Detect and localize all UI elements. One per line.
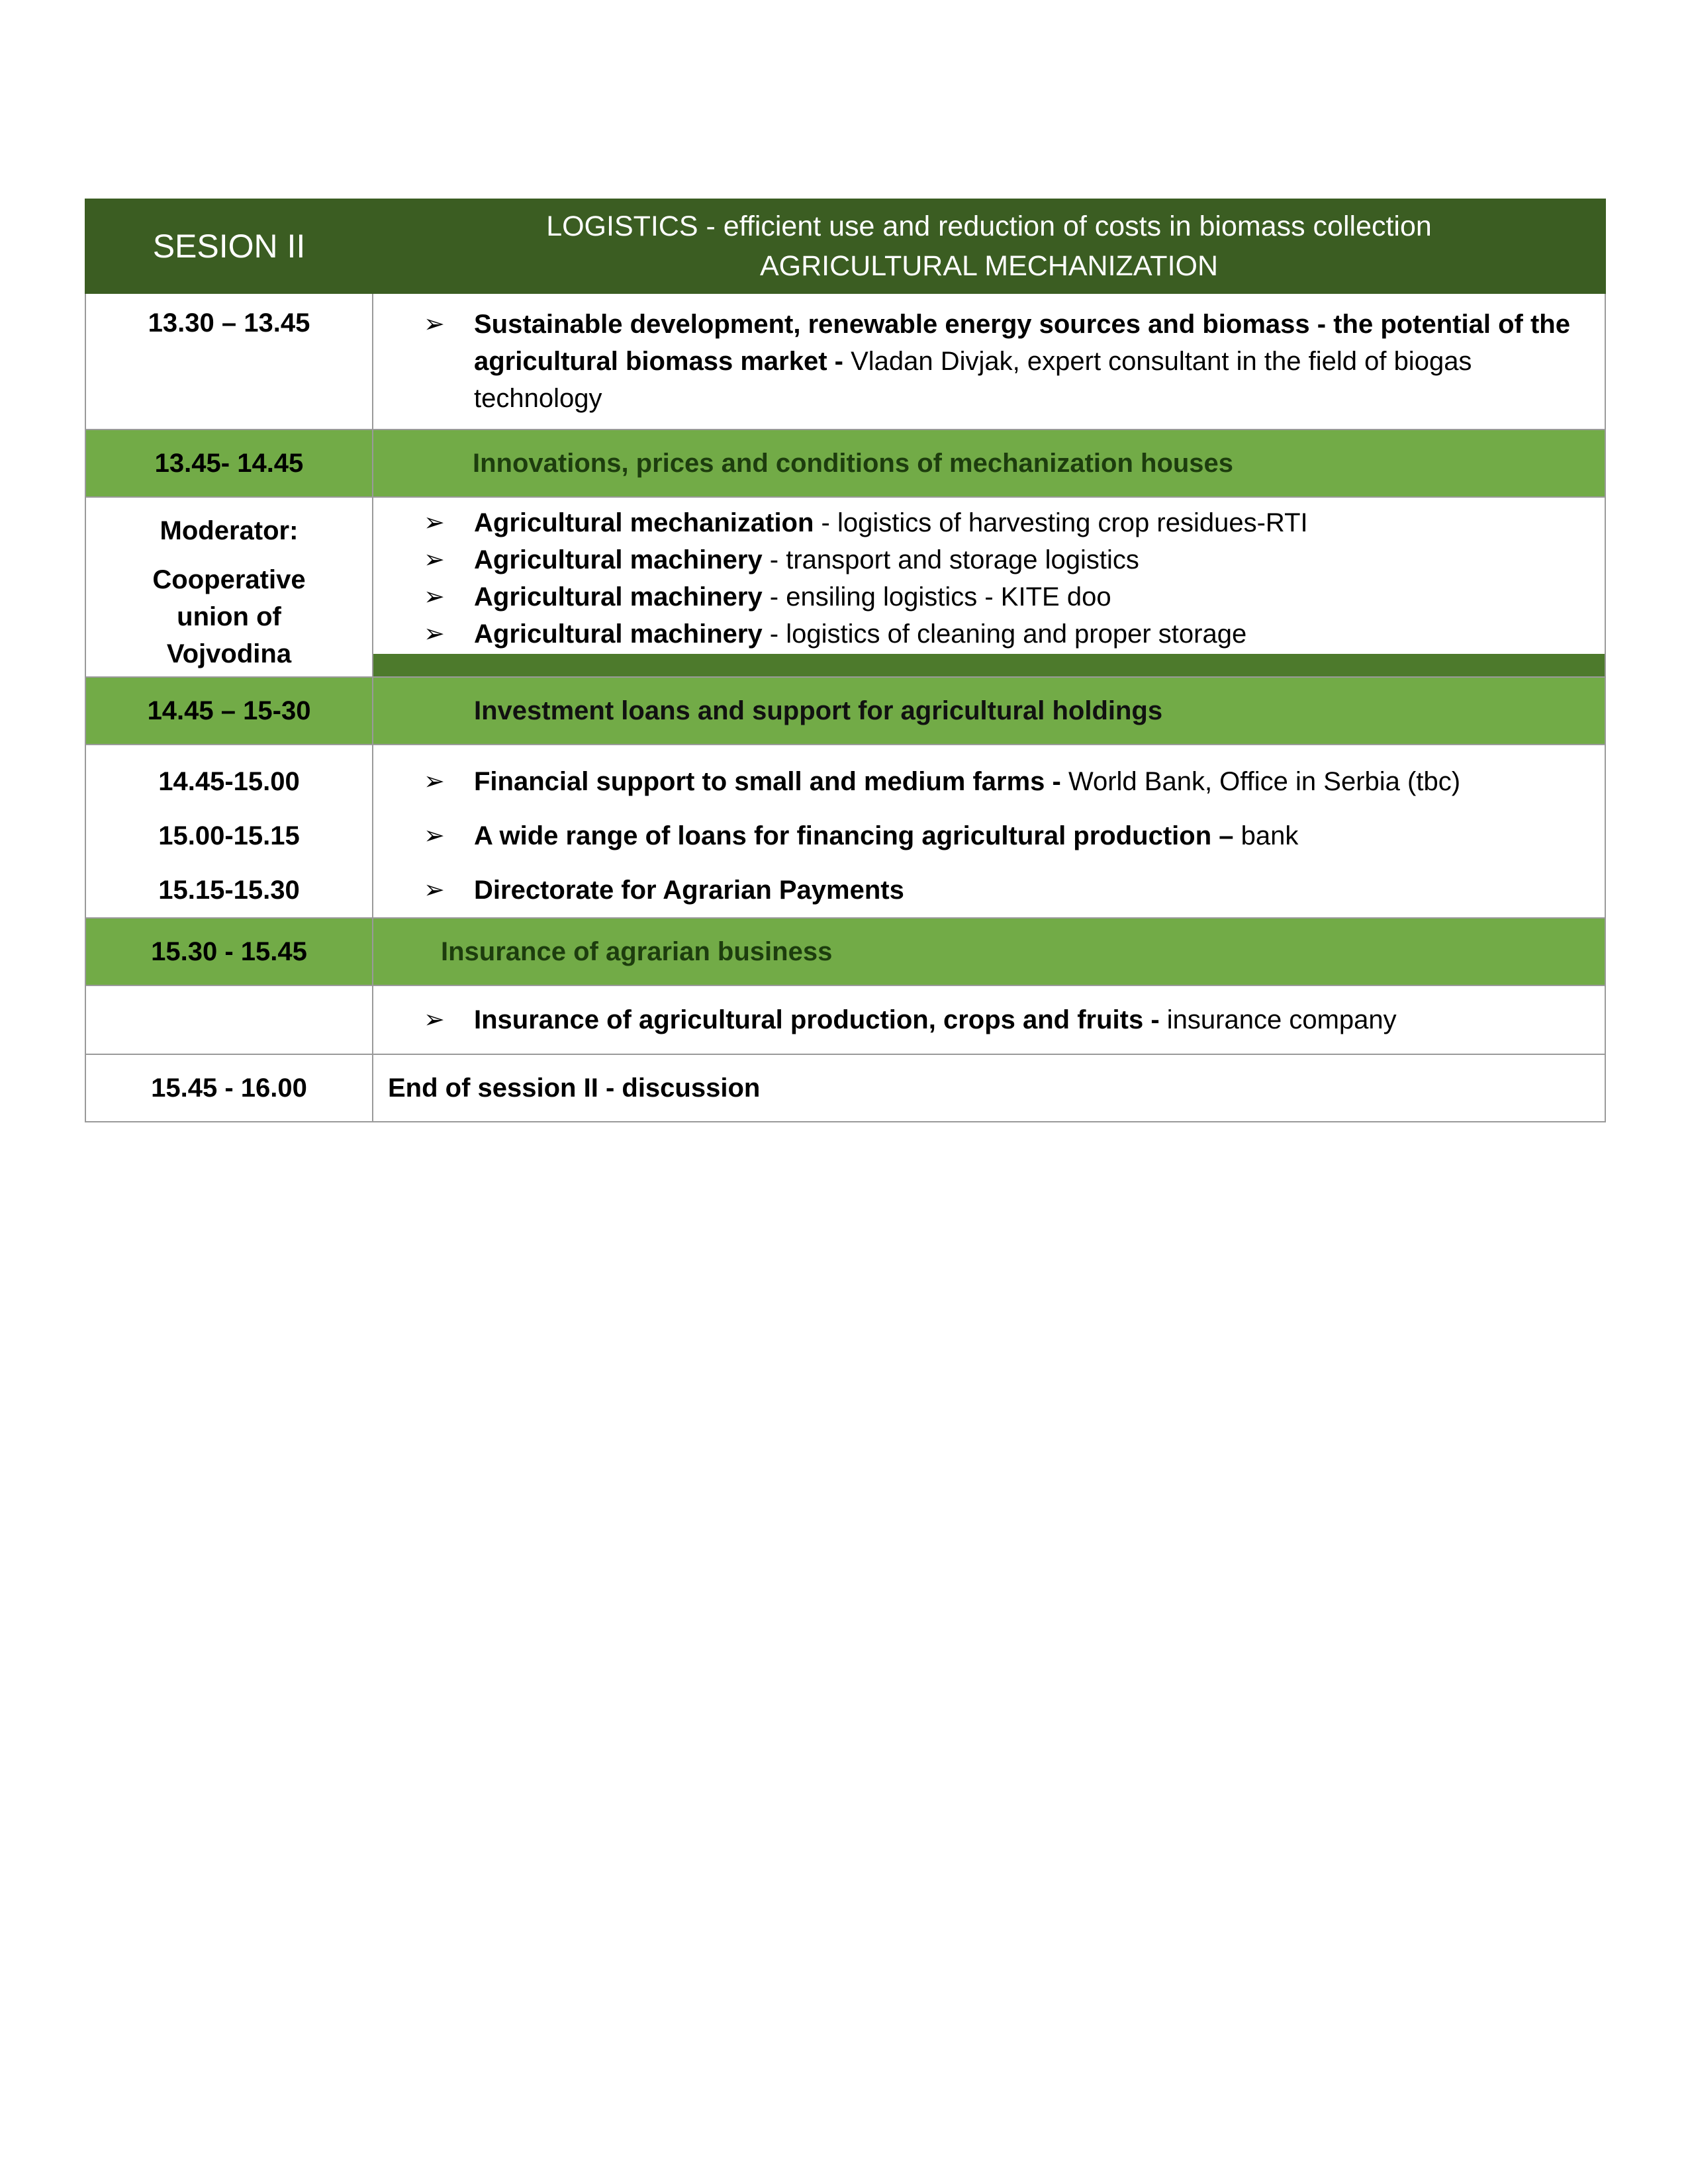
section-time: 14.45 – 15-30 (85, 677, 373, 745)
bullet-arrow-icon: ➢ (424, 768, 445, 796)
divider-strip (373, 654, 1605, 676)
time-slot: 15.15-15.30 (158, 876, 300, 905)
agenda-row (85, 985, 1605, 1054)
agenda-item (373, 306, 1605, 417)
item-detail: insurance company (1166, 1005, 1397, 1034)
session-end-text: End of session II - discussion (388, 1073, 761, 1103)
section-time: 13.45- 14.45 (85, 430, 373, 497)
agenda-item (373, 754, 1605, 809)
item-title: Agricultural machinery (474, 619, 763, 649)
content-cell (373, 985, 1605, 1054)
time-cell (85, 293, 373, 430)
agenda-item (373, 615, 1605, 653)
content-cell (373, 1054, 1605, 1122)
item-title: Sustainable development, renewable energy sources and biomass - the potential of the agricultural biomass market - (474, 310, 1570, 376)
item-detail: - logistics of harvesting crop residues-RTI (814, 508, 1308, 537)
agenda-item (373, 504, 1605, 541)
section-row (85, 677, 1605, 745)
time-slot: 14.45-15.00 (158, 767, 300, 796)
session-label: SESION II (85, 199, 373, 293)
item-title: Agricultural machinery (474, 545, 763, 574)
item-detail: - ensiling logistics - KITE doo (762, 582, 1111, 612)
bullet-arrow-icon: ➢ (424, 546, 445, 574)
session-title-line1: LOGISTICS - efficient use and reduction of costs in biomass collection (546, 210, 1432, 242)
time-cell (85, 745, 373, 918)
time-slot: 15.45 - 16.00 (151, 1073, 307, 1103)
section-row (85, 430, 1605, 497)
bullet-arrow-icon: ➢ (424, 310, 445, 338)
agenda-item (373, 578, 1605, 615)
section-time: 15.30 - 15.45 (85, 918, 373, 985)
item-detail: - transport and storage logistics (762, 545, 1139, 574)
session-title (373, 199, 1605, 293)
agenda-item (373, 809, 1605, 863)
item-title: Insurance of agricultural production, crops and fruits - (474, 1005, 1167, 1034)
bullet-arrow-icon: ➢ (424, 876, 445, 904)
time-slot: 15.00-15.15 (158, 821, 300, 850)
agenda-row (85, 293, 1605, 430)
moderator-name: Cooperative union of Vojvodina (152, 565, 306, 668)
moderator-label: Moderator: (160, 516, 299, 545)
agenda-row (85, 745, 1605, 918)
time-cell (85, 1054, 373, 1122)
section-title: Insurance of agrarian business (373, 918, 1605, 985)
item-detail: Vladan Divjak, expert consultant in the field of biogas technology (474, 347, 1472, 413)
item-detail: - logistics of cleaning and proper storage (762, 619, 1247, 649)
session-agenda-table (85, 199, 1606, 1122)
item-title: Agricultural mechanization (474, 508, 814, 537)
moderator-cell (85, 497, 373, 677)
section-title: Innovations, prices and conditions of mechanization houses (373, 430, 1605, 497)
bullet-arrow-icon: ➢ (424, 583, 445, 611)
item-title: Financial support to small and medium farms - (474, 767, 1068, 796)
agenda-item (373, 1001, 1605, 1038)
agenda-row (85, 1054, 1605, 1122)
bullet-arrow-icon: ➢ (424, 620, 445, 648)
section-row (85, 918, 1605, 985)
section-title: Investment loans and support for agricultural holdings (373, 677, 1605, 745)
content-cell (373, 497, 1605, 677)
content-cell (373, 745, 1605, 918)
agenda-item (373, 541, 1605, 578)
content-cell (373, 293, 1605, 430)
bullet-arrow-icon: ➢ (424, 509, 445, 537)
bullet-arrow-icon: ➢ (424, 1006, 445, 1034)
item-detail: bank (1241, 821, 1299, 850)
agenda-item (373, 863, 1605, 917)
bullet-arrow-icon: ➢ (424, 822, 445, 850)
agenda-row (85, 497, 1605, 677)
time-slot: 13.30 – 13.45 (148, 308, 310, 338)
item-title: Directorate for Agrarian Payments (474, 876, 904, 905)
time-cell-empty (85, 985, 373, 1054)
item-detail: World Bank, Office in Serbia (tbc) (1068, 767, 1461, 796)
session-title-line2: AGRICULTURAL MECHANIZATION (759, 250, 1219, 282)
item-title: Agricultural machinery (474, 582, 763, 612)
item-title: A wide range of loans for financing agricultural production – (474, 821, 1241, 850)
session-header-row (85, 199, 1605, 293)
